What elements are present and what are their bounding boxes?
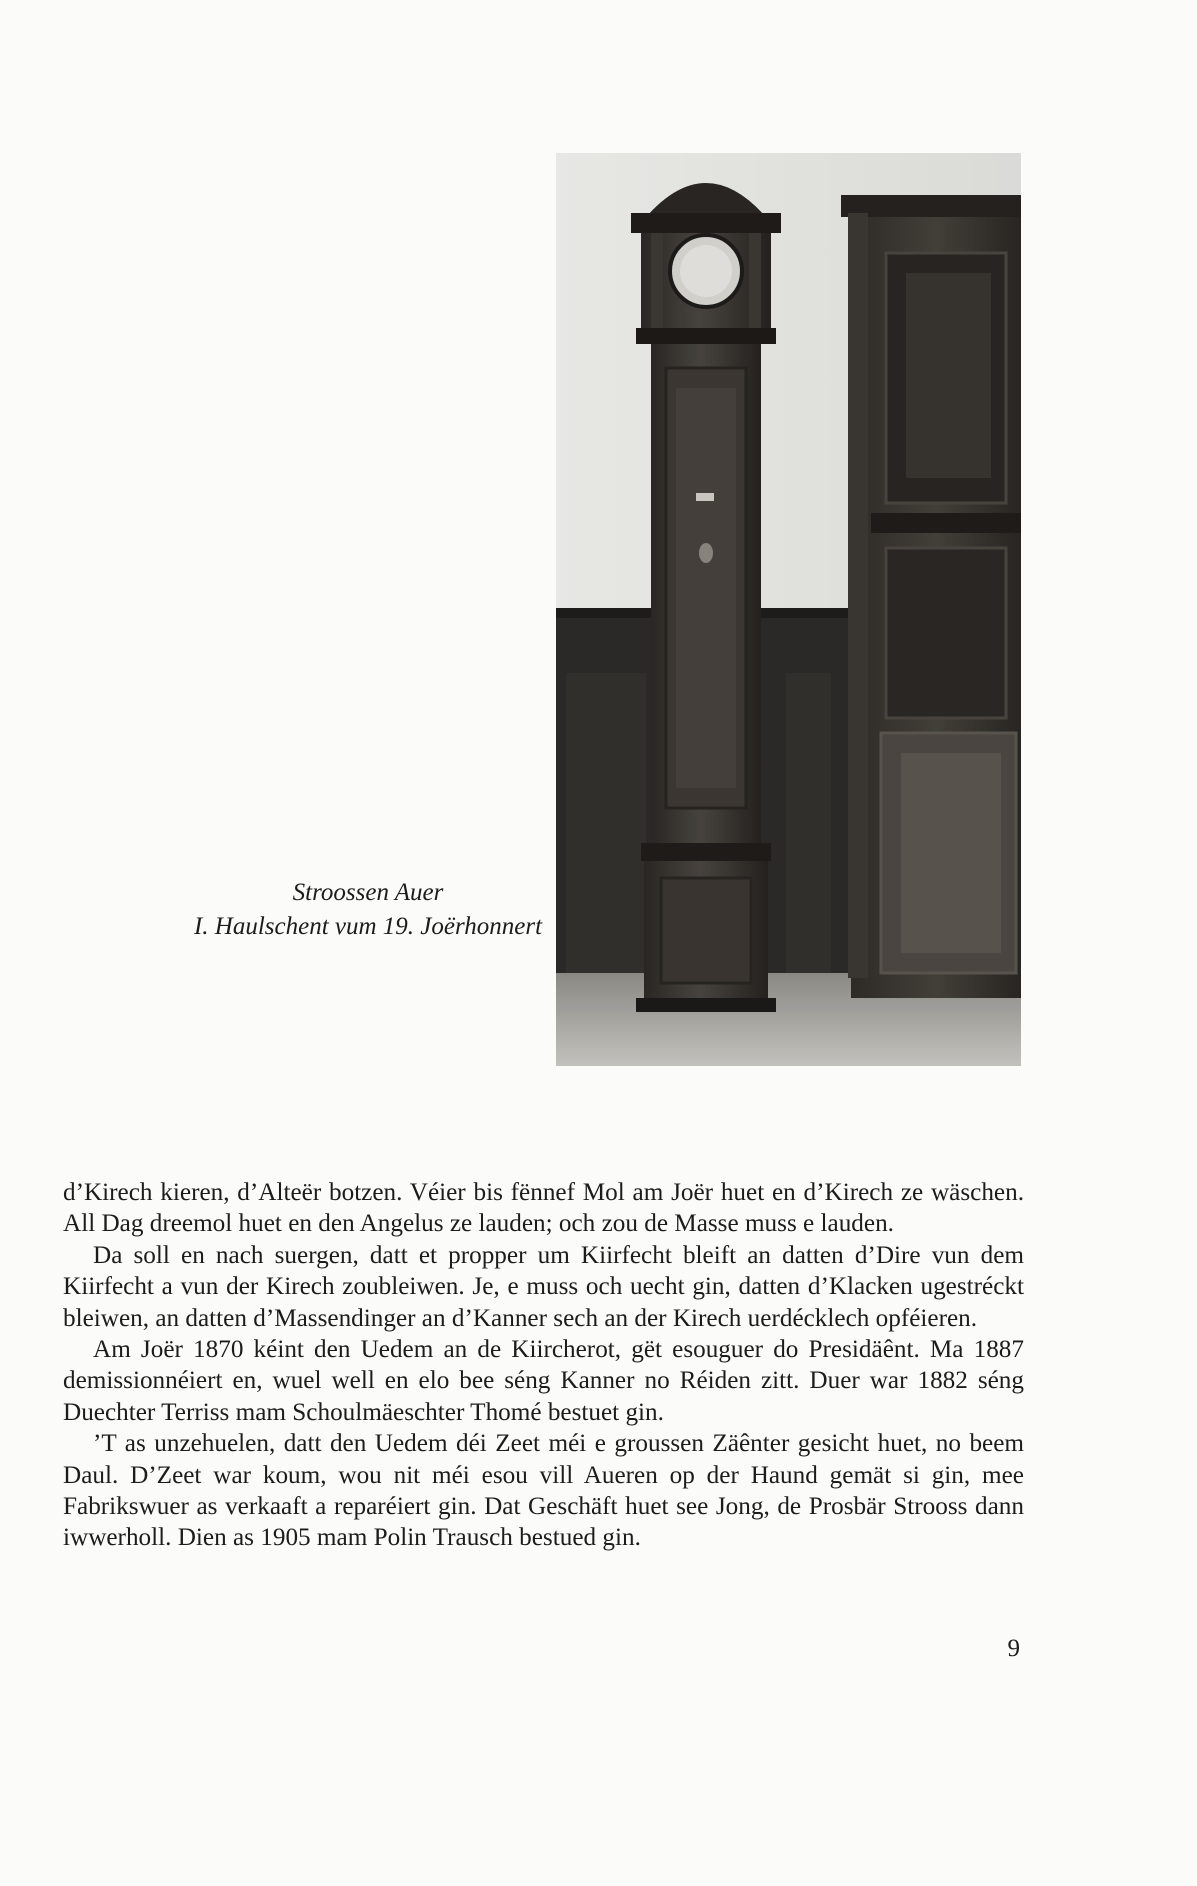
paragraph-2: Da soll en nach suergen, datt et propper um Kiirfecht bleift an datten d’Dire vun dem Kiirfecht a vun der Kirech zoubleiwen. Je, e muss och uecht gin, datten d’Klacken ugestréckt bleiwen, an datten d’Massendinger an d’Kanner sech an der Kirech uerdécklech opféieren. [63, 1241, 1024, 1332]
body-text [63, 1177, 1024, 1554]
photo-image [556, 153, 1021, 1066]
paragraph-4: ’T as unzehuelen, datt den Uedem déi Zeet méi e groussen Zäênter gesicht huet, no beem Daul. D’Zeet war koum, wou nit méi esou vill Aueren op der Haund gemät si gin, mee Fabrikswuer as verkaaft a reparéiert gin. Dat Geschäft huet see Jong, de Prosbär Strooss dann iwwerholl. Dien as 1905 mam Polin Trausch bestued gin. [63, 1430, 1024, 1552]
caption-line-2: I. Haulschent vum 19. Joërhonnert [193, 913, 543, 940]
paragraph-3: Am Joër 1870 kéint den Uedem an de Kiircherot, gët esouguer do Presidäênt. Ma 1887 demissionnéiert en, wuel well en elo bee séng Kanner no Réiden zitt. Duer war 1882 séng Duechter Terriss mam Schoulmäeschter Thomé bestuet gin. [63, 1336, 1024, 1426]
photo-caption [188, 876, 548, 944]
paragraph-1: d’Kirech kieren, d’Alteër botzen. Véier bis fënnef Mol am Joër huet en d’Kirech ze wäschen. All Dag dreemol huet en den Angelus ze lauden; och zou de Masse muss e lauden. [63, 1179, 1024, 1238]
page-number: 9 [1007, 1635, 1020, 1662]
grandfather-clock-photo [556, 153, 1021, 1066]
caption-line-1: Stroossen Auer [292, 879, 444, 906]
